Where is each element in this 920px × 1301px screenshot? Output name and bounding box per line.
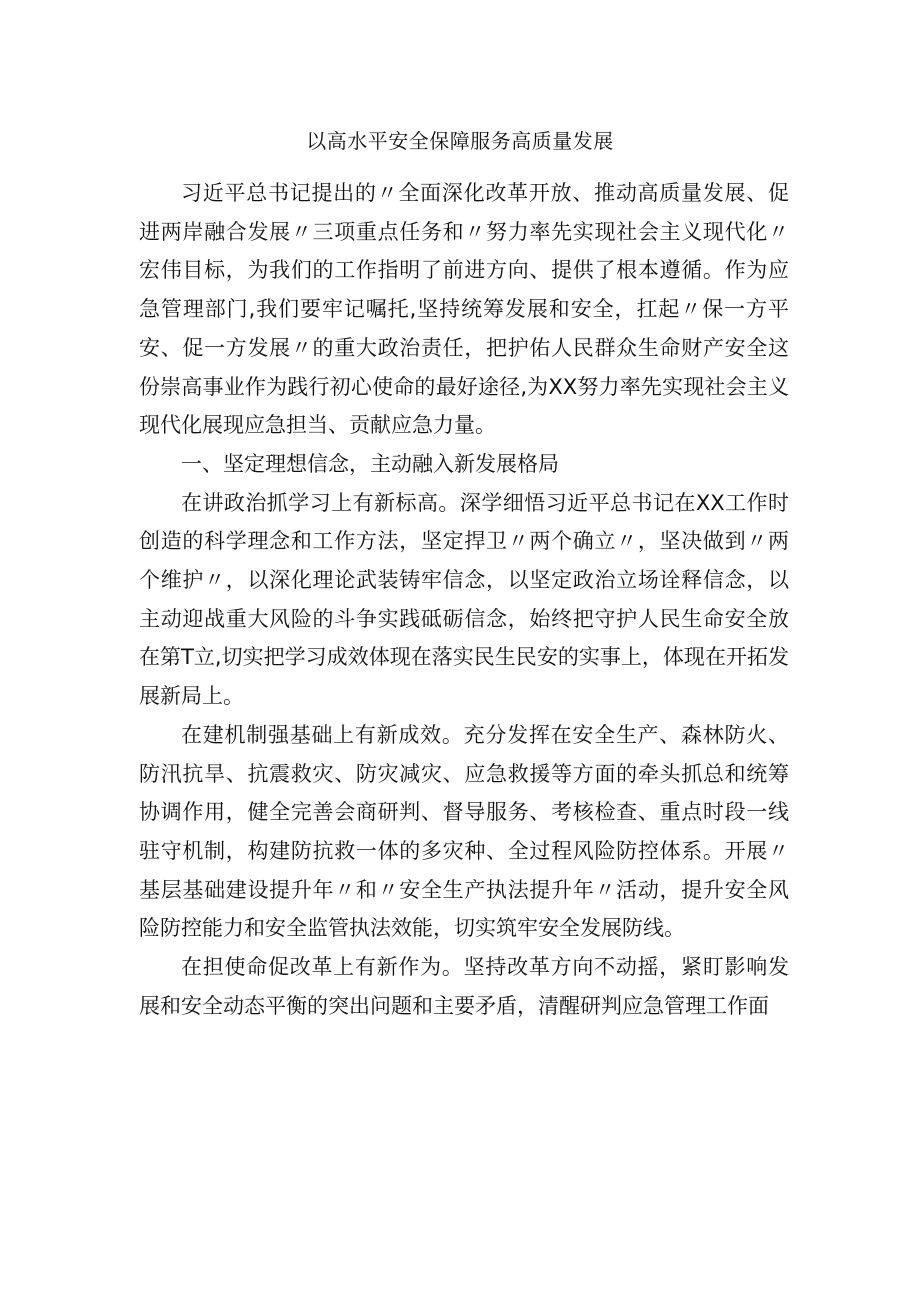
document-title: 以高水平安全保障服务高质量发展	[306, 129, 614, 153]
paragraph-intro: 习近平总书记提出的〃全面深化改革开放、推动高质量发展、促进两岸融合发展〃三项重点任务和〃努力率先实现社会主义现代化〃宏伟目标，为我们的工作指明了前进方向、提供了根本遵循。作为应急管理部门,我们要牢记嘱托,坚持统筹发展和安全，扛起〃保一方平安、促一方发展〃的重大政治责任，把护佑人民群众生命财产安全这份崇高事业作为践行初心使命的最好途径,为XX努力率先实现社会主义现代化展现应急担当、贡献应急力量。	[139, 181, 789, 438]
section-heading-1: 一、坚定理想信念，主动融入新发展格局	[181, 451, 559, 476]
paragraph-mission-reform: 在担使命促改革上有新作为。坚持改革方向不动摇，紧盯影响发展和安全动态平衡的突出问题和主要矛盾，清醒研判应急管理工作面	[139, 955, 789, 1018]
paragraph-politics-study: 在讲政治抓学习上有新标高。深学细悟习近平总书记在XX工作时创造的科学理念和工作方法，坚定捍卫〃两个确立〃，坚决做到〃两个维护〃，以深化理论武装铸牢信念，以坚定政治立场诠释信念，以主动迎战重大风险的斗争实践砥砺信念，始终把守护人民生命安全放在第T立,切实把学习成效体现在落实民生民安的实事上，体现在开拓发展新局上。	[139, 490, 789, 709]
paragraph-mechanism-foundation: 在建机制强基础上有新成效。充分发挥在安全生产、森林防火、防汛抗旱、抗震救灾、防灾减灾、应急救援等方面的牵头抓总和统筹协调作用，健全完善会商研判、督导服务、考核检查、重点时段一线驻守机制，构建防抗救一体的多灾种、全过程风险防控体系。开展〃基层基础建设提升年〃和〃安全生产执法提升年〃活动，提升安全风险防控能力和安全监管执法效能，切实筑牢安全发展防线。	[139, 722, 789, 941]
document-body	[139, 174, 789, 1025]
